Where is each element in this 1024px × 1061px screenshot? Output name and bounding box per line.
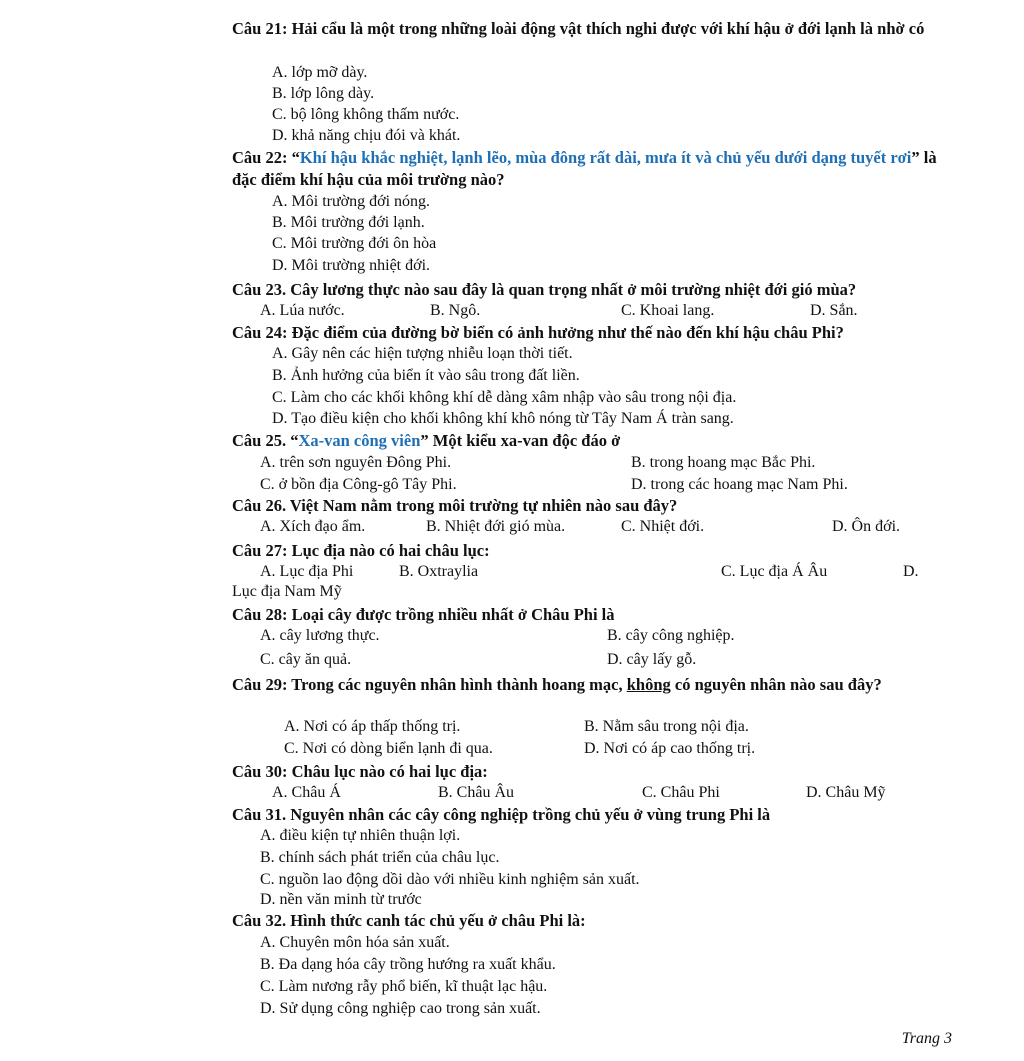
- q22-quote: Khí hậu khắc nghiệt, lạnh lẽo, mùa đông rất dài, mưa ít và chủ yếu dưới dạng tuyết rơi: [299, 148, 912, 167]
- question-24: Câu 24: Đặc điểm của đường bờ biển có ảnh hưởng như thế nào đến khí hậu châu Phi?: [232, 323, 844, 342]
- q28-option-a: A. cây lương thực.: [260, 627, 380, 644]
- q31-option-d: D. nền văn minh từ trước: [260, 891, 422, 908]
- question-31: Câu 31. Nguyên nhân các cây công nghiệp trồng chủ yếu ở vùng trung Phi là: [232, 805, 771, 824]
- q29-suffix: có nguyên nhân nào sau đây?: [670, 675, 882, 694]
- question-29: [232, 674, 952, 696]
- q26-option-b: B. Nhiệt đới gió mùa.: [426, 518, 566, 535]
- q28-option-d: D. cây lấy gỗ.: [607, 651, 697, 668]
- q23-option-a: A. Lúa nước.: [260, 302, 345, 319]
- question-25: [232, 430, 952, 452]
- q32-option-a: A. Chuyên môn hóa sản xuất.: [260, 934, 450, 951]
- q21-option-a: A. lớp mỡ dày.: [272, 64, 368, 81]
- q21-option-d: D. khả năng chịu đói và khát.: [272, 127, 461, 144]
- q25-option-d: D. trong các hoang mạc Nam Phi.: [631, 476, 848, 493]
- q23-option-c: C. Khoai lang.: [621, 302, 715, 319]
- q32-option-c: C. Làm nương rẫy phổ biến, kĩ thuật lạc hậu.: [260, 978, 548, 995]
- q27-option-b: B. Oxtraylia: [399, 563, 479, 580]
- q26-option-d: D. Ôn đới.: [832, 518, 901, 535]
- q21-option-b: B. lớp lông dày.: [272, 85, 375, 102]
- q25-suffix: ” Một kiểu xa-van độc đáo ở: [420, 431, 621, 450]
- q32-option-d: D. Sử dụng công nghiệp cao trong sản xuất.: [260, 1000, 541, 1017]
- q25-option-a: A. trên sơn nguyên Đông Phi.: [260, 454, 452, 471]
- question-22: [232, 147, 952, 191]
- q29-option-c: C. Nơi có dòng biển lạnh đi qua.: [284, 740, 493, 757]
- q26-option-a: A. Xích đạo ẩm.: [260, 518, 366, 535]
- q29-option-d: D. Nơi có áp cao thống trị.: [584, 740, 756, 757]
- q28-option-c: C. cây ăn quả.: [260, 651, 352, 668]
- question-23: Câu 23. Cây lương thực nào sau đây là quan trọng nhất ở môi trường nhiệt đới gió mùa?: [232, 280, 857, 299]
- q31-option-c: C. nguồn lao động dồi dào với nhiều kinh nghiệm sản xuất.: [260, 871, 640, 888]
- q22-option-c: C. Môi trường đới ôn hòa: [272, 235, 437, 252]
- q27-option-d-text: Lục địa Nam Mỹ: [232, 583, 342, 600]
- q25-option-b: B. trong hoang mạc Bắc Phi.: [631, 454, 816, 471]
- q22-option-d: D. Môi trường nhiệt đới.: [272, 257, 431, 274]
- q24-option-c: C. Làm cho các khối không khí dễ dàng xâm nhập vào sâu trong nội địa.: [272, 389, 737, 406]
- q24-option-a: A. Gây nên các hiện tượng nhiễu loạn thời tiết.: [272, 345, 573, 362]
- q22-option-b: B. Môi trường đới lạnh.: [272, 214, 425, 231]
- q30-option-b: B. Châu Âu: [438, 784, 514, 801]
- q29-option-b: B. Nằm sâu trong nội địa.: [584, 718, 749, 735]
- q22-prefix: Câu 22: “: [232, 148, 300, 167]
- page-number: Trang 3: [901, 1030, 952, 1047]
- question-21: Câu 21: Hải cẩu là một trong những loài động vật thích nghi được với khí hậu ở đới lạnh là nhờ có: [232, 19, 925, 38]
- question-27: Câu 27: Lục địa nào có hai châu lục:: [232, 541, 490, 560]
- q25-quote: Xa-van công viên: [298, 431, 421, 450]
- question-32: Câu 32. Hình thức canh tác chủ yếu ở châu Phi là:: [232, 911, 586, 930]
- q30-option-a: A. Châu Á: [272, 784, 341, 801]
- q32-option-b: B. Đa dạng hóa cây trồng hướng ra xuất khẩu.: [260, 956, 556, 973]
- q31-option-a: A. điều kiện tự nhiên thuận lợi.: [260, 827, 461, 844]
- q29-prefix: Câu 29: Trong các nguyên nhân hình thành hoang mạc,: [232, 675, 627, 694]
- q23-option-b: B. Ngô.: [430, 302, 481, 319]
- q31-option-b: B. chính sách phát triển của châu lục.: [260, 849, 500, 866]
- q29-underlined: không: [626, 675, 671, 694]
- q27-option-c: C. Lục địa Á Âu: [721, 563, 828, 580]
- question-28: Câu 28: Loại cây được trồng nhiều nhất ở Châu Phi là: [232, 605, 615, 624]
- question-26: Câu 26. Việt Nam nằm trong môi trường tự nhiên nào sau đây?: [232, 496, 678, 515]
- q25-option-c: C. ở bồn địa Công-gô Tây Phi.: [260, 476, 457, 493]
- q24-option-b: B. Ảnh hưởng của biển ít vào sâu trong đất liền.: [272, 367, 580, 384]
- q26-option-c: C. Nhiệt đới.: [621, 518, 705, 535]
- q30-option-c: C. Châu Phi: [642, 784, 720, 801]
- q25-prefix: Câu 25. “: [232, 431, 299, 450]
- q22-option-a: A. Môi trường đới nóng.: [272, 193, 431, 210]
- q28-option-b: B. cây công nghiệp.: [607, 627, 735, 644]
- q27-option-a: A. Lục địa Phi: [260, 563, 354, 580]
- q21-option-c: C. bộ lông không thấm nước.: [272, 106, 460, 123]
- q22-suffix: ” là đặc điểm khí hậu của môi trường nào?: [232, 148, 937, 189]
- q29-option-a: A. Nơi có áp thấp thống trị.: [284, 718, 461, 735]
- q24-option-d: D. Tạo điều kiện cho khối không khí khô nóng từ Tây Nam Á tràn sang.: [272, 410, 734, 427]
- q27-option-d-letter: D.: [903, 563, 919, 580]
- question-30: Câu 30: Châu lục nào có hai lục địa:: [232, 762, 488, 781]
- q30-option-d: D. Châu Mỹ: [806, 784, 886, 801]
- q23-option-d: D. Sắn.: [810, 302, 858, 319]
